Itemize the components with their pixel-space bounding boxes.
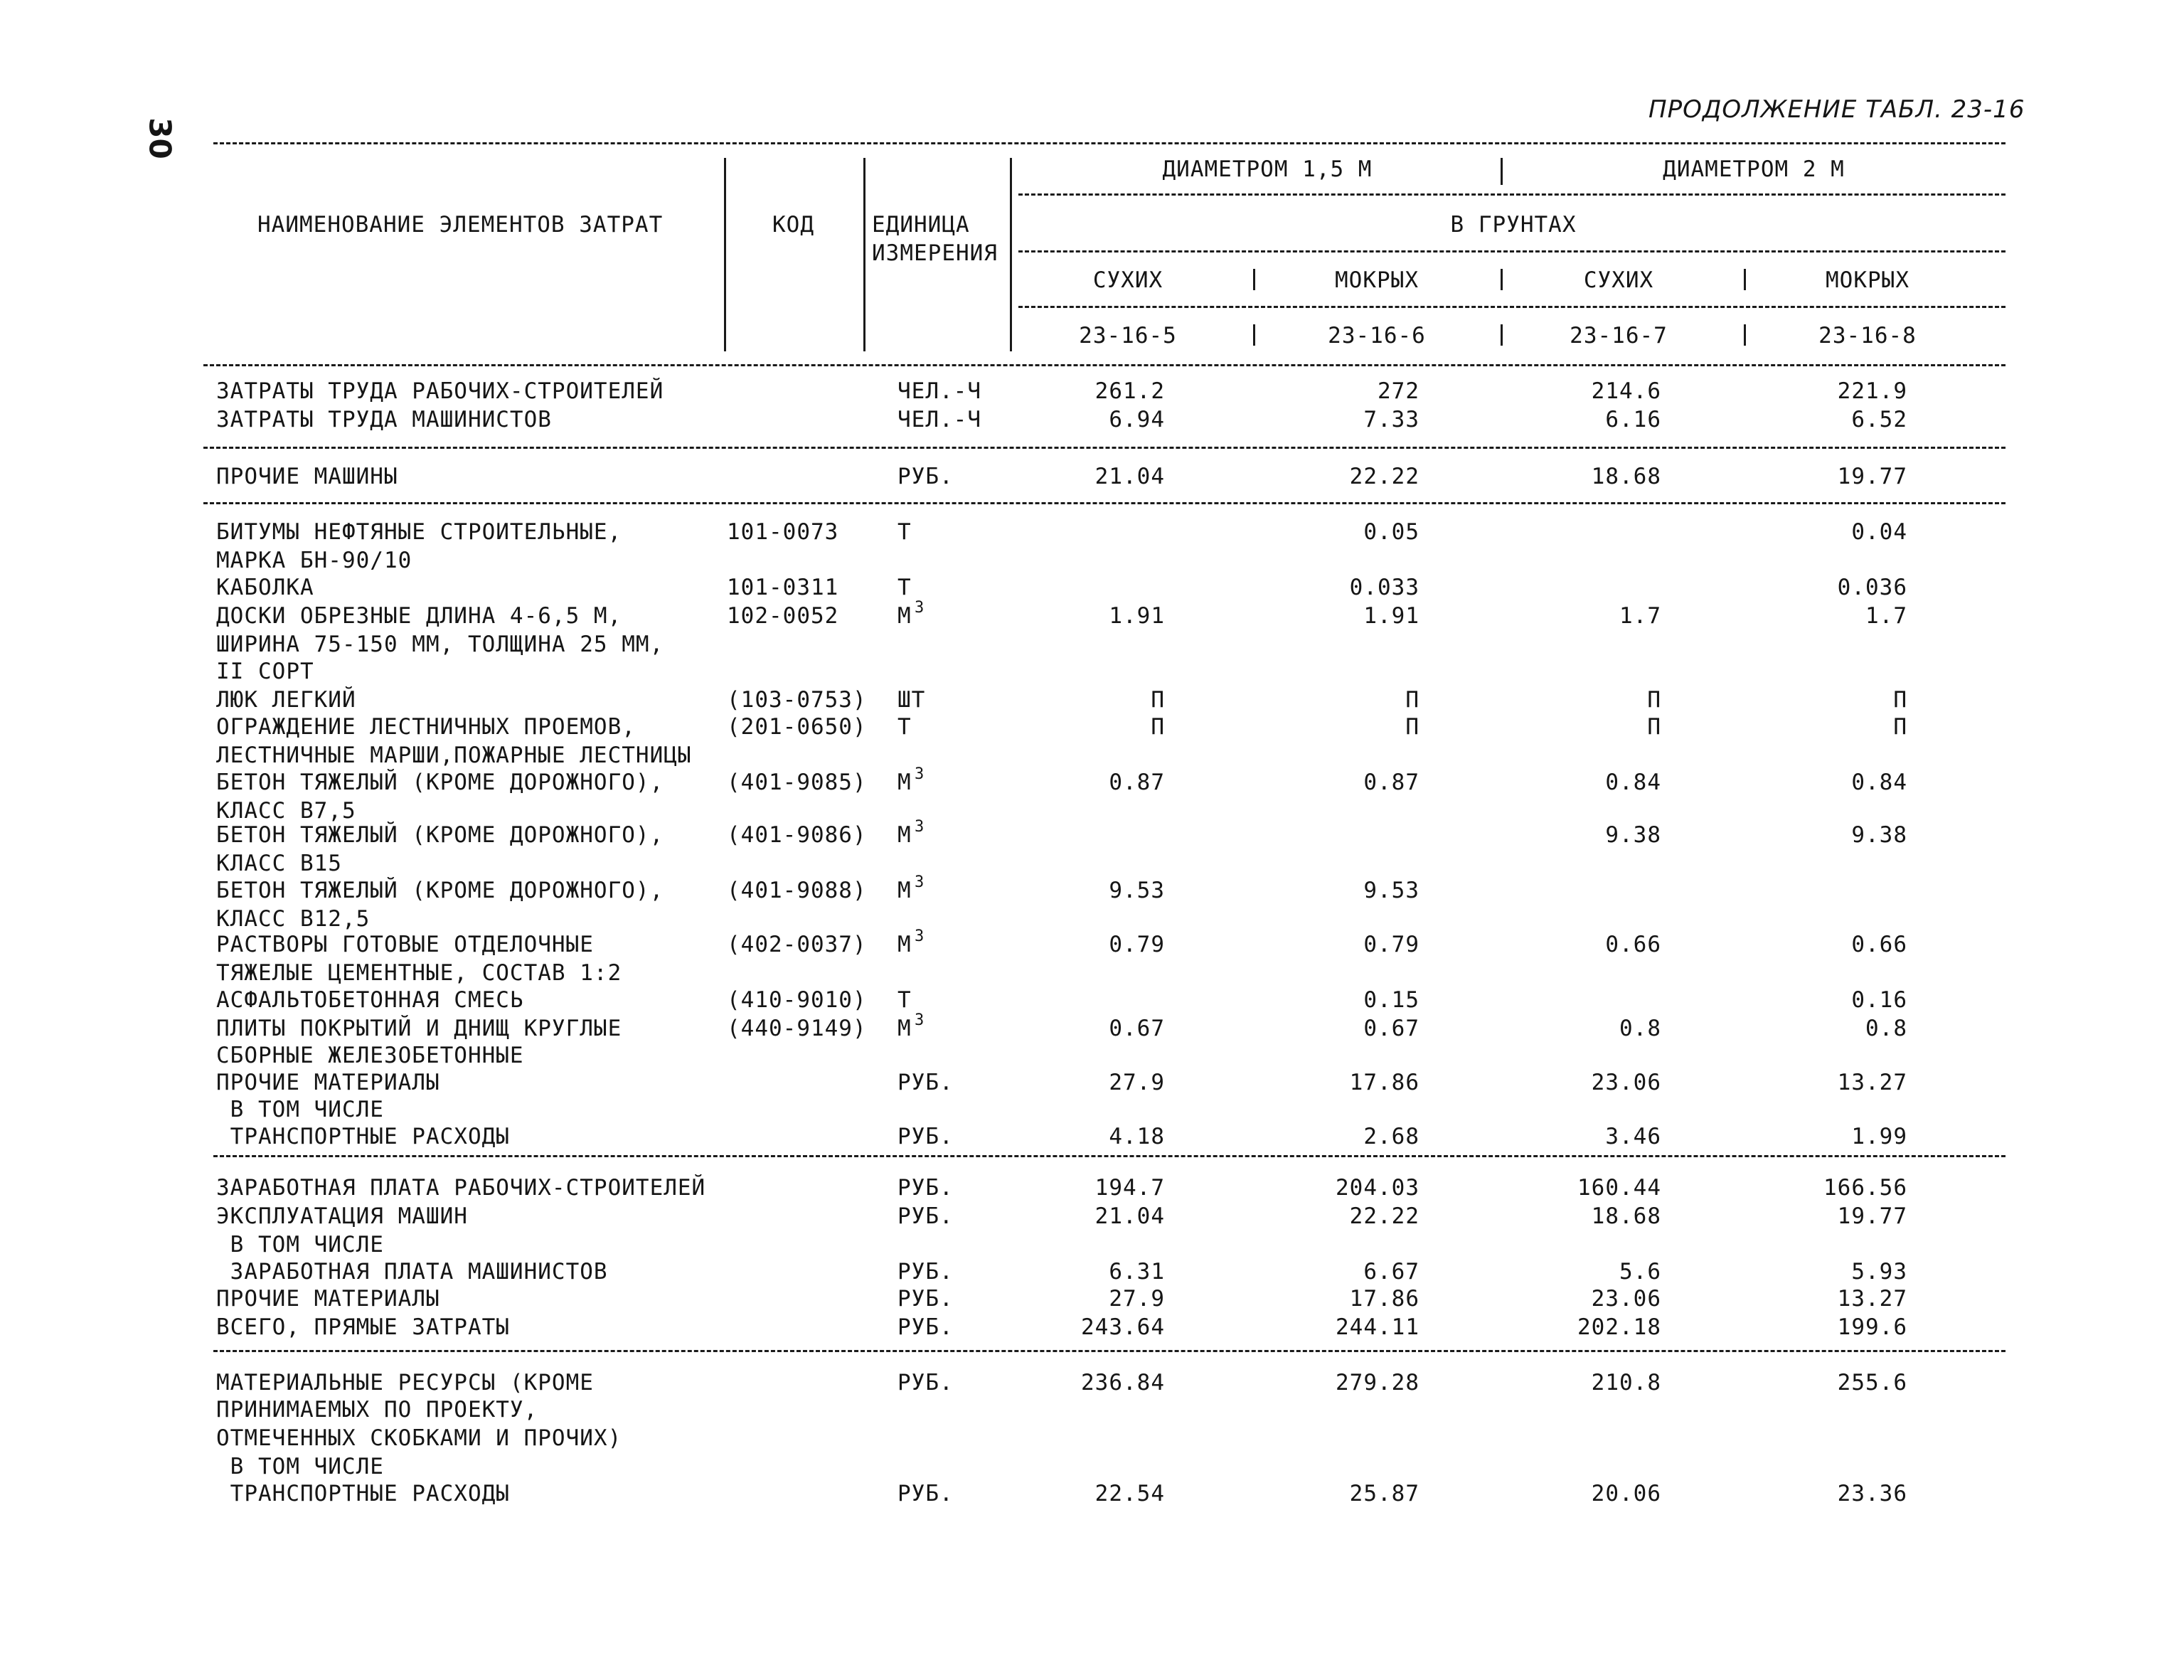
- row-value: 9.53: [1109, 878, 1165, 903]
- row-unit: Т: [897, 987, 912, 1013]
- row-value: 0.67: [1109, 1016, 1165, 1041]
- unit-superscript: 3: [915, 765, 925, 783]
- row-name: ОТМЕЧЕННЫХ СКОБКАМИ И ПРОЧИХ): [216, 1425, 622, 1451]
- row-value: 0.8: [1865, 1016, 1907, 1041]
- row-unit: РУБ.: [897, 1481, 954, 1506]
- header-code-23-16-8: 23-16-8: [1818, 323, 1917, 349]
- row-value: 18.68: [1591, 464, 1661, 489]
- header-code-23-16-7: 23-16-7: [1570, 323, 1668, 349]
- row-name: ШИРИНА 75-150 ММ, ТОЛЩИНА 25 ММ,: [216, 632, 664, 657]
- row-value: П: [1647, 714, 1661, 740]
- row-unit: РУБ.: [897, 1259, 954, 1285]
- row-value: П: [1893, 714, 1907, 740]
- header-code-col: КОД: [772, 212, 814, 238]
- row-code: (401-9086): [727, 822, 867, 848]
- row-value: 19.77: [1837, 464, 1907, 489]
- row-value: 23.06: [1591, 1070, 1661, 1095]
- row-value: 21.04: [1094, 1203, 1165, 1229]
- col-divider-code2: [1501, 324, 1503, 346]
- header-wet-2: МОКРЫХ: [1826, 267, 1909, 293]
- top-rule: [213, 142, 2005, 144]
- row-code: 102-0052: [727, 603, 839, 629]
- row-value: 0.05: [1363, 519, 1419, 545]
- row-name: ЗАТРАТЫ ТРУДА РАБОЧИХ-СТРОИТЕЛЕЙ: [216, 378, 664, 404]
- row-value: 0.033: [1349, 575, 1419, 600]
- row-name: КЛАСС В7,5: [216, 798, 356, 824]
- row-name: КАБОЛКА: [216, 575, 314, 600]
- row-unit: РУБ.: [897, 1286, 954, 1312]
- row-unit: М: [897, 603, 912, 629]
- row-value: 4.18: [1109, 1124, 1165, 1149]
- row-value: 5.6: [1619, 1259, 1661, 1285]
- row-value: 0.8: [1619, 1016, 1661, 1041]
- section-rule-4: [213, 1350, 2005, 1352]
- row-value: 0.79: [1363, 932, 1419, 957]
- row-unit: РУБ.: [897, 1124, 954, 1149]
- row-code: 101-0311: [727, 575, 839, 600]
- col-divider-diam: [1501, 158, 1503, 185]
- row-name: КЛАСС В12,5: [216, 906, 371, 932]
- row-value: 1.91: [1109, 603, 1165, 629]
- continuation-title: ПРОДОЛЖЕНИЕ ТАБЛ. 23-16: [1648, 95, 2025, 124]
- row-value: 22.22: [1349, 1203, 1419, 1229]
- header-code-23-16-5: 23-16-5: [1079, 323, 1177, 349]
- header-wet-1: МОКРЫХ: [1335, 267, 1419, 293]
- row-value: П: [1151, 714, 1165, 740]
- row-name: РАСТВОРЫ ГОТОВЫЕ ОТДЕЛОЧНЫЕ: [216, 932, 594, 957]
- header-code-23-16-6: 23-16-6: [1328, 323, 1426, 349]
- row-value: 166.56: [1823, 1175, 1907, 1201]
- row-value: 279.28: [1336, 1370, 1419, 1395]
- row-value: 202.18: [1577, 1314, 1661, 1340]
- row-name: МАТЕРИАЛЬНЫЕ РЕСУРСЫ (КРОМЕ: [216, 1370, 594, 1395]
- row-unit: М: [897, 822, 912, 848]
- row-value: 9.38: [1851, 822, 1907, 848]
- row-value: П: [1893, 687, 1907, 713]
- row-unit: РУБ.: [897, 464, 954, 489]
- row-value: 6.67: [1363, 1259, 1419, 1285]
- row-value: 0.16: [1851, 987, 1907, 1013]
- row-value: П: [1151, 687, 1165, 713]
- col-divider-name: [724, 158, 726, 351]
- row-value: П: [1405, 687, 1419, 713]
- row-value: 0.67: [1363, 1016, 1419, 1041]
- row-unit: ШТ: [897, 687, 926, 713]
- row-value: 22.22: [1349, 464, 1419, 489]
- row-value: 194.7: [1094, 1175, 1165, 1201]
- row-value: 18.68: [1591, 1203, 1661, 1229]
- row-value: 255.6: [1837, 1370, 1907, 1395]
- header-rule-3: [1018, 306, 2005, 308]
- row-value: 19.77: [1837, 1203, 1907, 1229]
- page-number: 30: [142, 117, 178, 159]
- col-divider-dry2: [1744, 269, 1746, 290]
- col-divider-code1: [1253, 324, 1255, 346]
- row-value: 0.84: [1605, 770, 1661, 795]
- row-code: (401-9088): [727, 878, 867, 903]
- row-unit: Т: [897, 575, 912, 600]
- row-unit: ЧЕЛ.-Ч: [897, 378, 981, 404]
- section-rule-3: [213, 1155, 2005, 1157]
- row-value: 5.93: [1851, 1259, 1907, 1285]
- header-unit-col-1: ЕДИНИЦА: [872, 212, 970, 238]
- row-name: ЛЮК ЛЕГКИЙ: [216, 687, 356, 713]
- row-name: КЛАСС В15: [216, 851, 342, 876]
- row-name: ЛЕСТНИЧНЫЕ МАРШИ,ПОЖАРНЫЕ ЛЕСТНИЦЫ: [216, 743, 692, 768]
- section-rule-2: [203, 502, 2005, 504]
- row-code: (401-9085): [727, 770, 867, 795]
- row-value: 27.9: [1109, 1070, 1165, 1095]
- header-bottom-rule: [203, 364, 2005, 366]
- row-code: (402-0037): [727, 932, 867, 957]
- row-value: 17.86: [1349, 1286, 1419, 1312]
- row-value: 6.52: [1851, 407, 1907, 432]
- row-name: БЕТОН ТЯЖЕЛЫЙ (КРОМЕ ДОРОЖНОГО),: [216, 878, 664, 903]
- row-name: ЗАРАБОТНАЯ ПЛАТА РАБОЧИХ-СТРОИТЕЛЕЙ: [216, 1175, 706, 1201]
- header-unit-col-2: ИЗМЕРЕНИЯ: [872, 240, 998, 266]
- unit-superscript: 3: [915, 599, 925, 617]
- row-name: БИТУМЫ НЕФТЯНЫЕ СТРОИТЕЛЬНЫЕ,: [216, 519, 622, 545]
- row-unit: РУБ.: [897, 1314, 954, 1340]
- row-code: (410-9010): [727, 987, 867, 1013]
- row-value: П: [1405, 714, 1419, 740]
- row-value: 0.66: [1605, 932, 1661, 957]
- unit-superscript: 3: [915, 873, 925, 891]
- col-divider-wet1: [1501, 269, 1503, 290]
- row-unit: РУБ.: [897, 1203, 954, 1229]
- row-value: 7.33: [1363, 407, 1419, 432]
- row-value: 17.86: [1349, 1070, 1419, 1095]
- row-value: 1.91: [1363, 603, 1419, 629]
- unit-superscript: 3: [915, 818, 925, 836]
- row-name: БЕТОН ТЯЖЕЛЫЙ (КРОМЕ ДОРОЖНОГО),: [216, 770, 664, 795]
- row-unit: РУБ.: [897, 1175, 954, 1201]
- row-value: 21.04: [1094, 464, 1165, 489]
- row-code: 101-0073: [727, 519, 839, 545]
- header-rule-1: [1018, 193, 2005, 196]
- row-value: 9.53: [1363, 878, 1419, 903]
- row-unit: РУБ.: [897, 1370, 954, 1395]
- header-dry-2: СУХИХ: [1583, 267, 1654, 293]
- col-divider-unit: [1010, 158, 1012, 351]
- row-value: 1.99: [1851, 1124, 1907, 1149]
- row-value: 9.38: [1605, 822, 1661, 848]
- row-value: 25.87: [1349, 1481, 1419, 1506]
- row-value: 3.46: [1605, 1124, 1661, 1149]
- row-value: 199.6: [1837, 1314, 1907, 1340]
- row-name: АСФАЛЬТОБЕТОННАЯ СМЕСЬ: [216, 987, 524, 1013]
- row-name: ВСЕГО, ПРЯМЫЕ ЗАТРАТЫ: [216, 1314, 510, 1340]
- row-name: ПРОЧИЕ МАТЕРИАЛЫ: [216, 1286, 440, 1312]
- unit-superscript: 3: [915, 927, 925, 945]
- row-value: 244.11: [1336, 1314, 1419, 1340]
- row-name: ПРОЧИЕ МАШИНЫ: [216, 464, 398, 489]
- row-unit: М: [897, 770, 912, 795]
- row-name: ТРАНСПОРТНЫЕ РАСХОДЫ: [216, 1124, 510, 1149]
- row-value: 13.27: [1837, 1070, 1907, 1095]
- row-value: 261.2: [1094, 378, 1165, 404]
- row-value: 6.16: [1605, 407, 1661, 432]
- col-divider-code: [863, 158, 865, 351]
- row-value: 6.31: [1109, 1259, 1165, 1285]
- col-divider-dry1: [1253, 269, 1255, 290]
- row-value: 204.03: [1336, 1175, 1419, 1201]
- row-name: МАРКА БН-90/10: [216, 548, 412, 573]
- row-name: В ТОМ ЧИСЛЕ: [216, 1454, 384, 1479]
- row-value: 27.9: [1109, 1286, 1165, 1312]
- row-name: ЗАТРАТЫ ТРУДА МАШИНИСТОВ: [216, 407, 552, 432]
- row-value: 160.44: [1577, 1175, 1661, 1201]
- row-value: 0.87: [1109, 770, 1165, 795]
- row-value: 214.6: [1591, 378, 1661, 404]
- row-value: 221.9: [1837, 378, 1907, 404]
- row-unit: Т: [897, 519, 912, 545]
- row-value: 23.36: [1837, 1481, 1907, 1506]
- row-unit: М: [897, 1016, 912, 1041]
- row-value: 1.7: [1865, 603, 1907, 629]
- header-soils: В ГРУНТАХ: [1450, 212, 1577, 238]
- col-divider-code3: [1744, 324, 1746, 346]
- row-value: 1.7: [1619, 603, 1661, 629]
- section-rule-1: [203, 447, 2005, 449]
- header-dry-1: СУХИХ: [1092, 267, 1163, 293]
- row-value: 236.84: [1081, 1370, 1165, 1395]
- row-value: 2.68: [1363, 1124, 1419, 1149]
- row-value: 0.84: [1851, 770, 1907, 795]
- row-value: 243.64: [1081, 1314, 1165, 1340]
- row-name: В ТОМ ЧИСЛЕ: [216, 1097, 384, 1122]
- row-name: ЗАРАБОТНАЯ ПЛАТА МАШИНИСТОВ: [216, 1259, 608, 1285]
- row-name: В ТОМ ЧИСЛЕ: [216, 1232, 384, 1258]
- row-unit: РУБ.: [897, 1070, 954, 1095]
- header-diameter-1-5: ДИАМЕТРОМ 1,5 М: [1162, 156, 1373, 182]
- row-name: ПРОЧИЕ МАТЕРИАЛЫ: [216, 1070, 440, 1095]
- row-value: 20.06: [1591, 1481, 1661, 1506]
- row-name: ПРИНИМАЕМЫХ ПО ПРОЕКТУ,: [216, 1397, 538, 1423]
- row-unit: М: [897, 932, 912, 957]
- header-rule-2: [1018, 250, 2005, 252]
- row-value: 22.54: [1094, 1481, 1165, 1506]
- row-name: ДОСКИ ОБРЕЗНЫЕ ДЛИНА 4-6,5 М,: [216, 603, 622, 629]
- row-name: ПЛИТЫ ПОКРЫТИЙ И ДНИЩ КРУГЛЫЕ: [216, 1016, 622, 1041]
- row-value: П: [1647, 687, 1661, 713]
- row-value: 23.06: [1591, 1286, 1661, 1312]
- row-name: БЕТОН ТЯЖЕЛЫЙ (КРОМЕ ДОРОЖНОГО),: [216, 822, 664, 848]
- row-value: 0.04: [1851, 519, 1907, 545]
- row-value: 0.15: [1363, 987, 1419, 1013]
- row-value: 210.8: [1591, 1370, 1661, 1395]
- row-value: 272: [1378, 378, 1419, 404]
- row-name: II СОРТ: [216, 659, 314, 684]
- header-diameter-2: ДИАМЕТРОМ 2 М: [1663, 156, 1845, 182]
- row-code: (440-9149): [727, 1016, 867, 1041]
- row-unit: М: [897, 878, 912, 903]
- row-code: (103-0753): [727, 687, 867, 713]
- row-value: 0.87: [1363, 770, 1419, 795]
- row-code: (201-0650): [727, 714, 867, 740]
- row-value: 6.94: [1109, 407, 1165, 432]
- row-value: 0.036: [1837, 575, 1907, 600]
- row-unit: ЧЕЛ.-Ч: [897, 407, 981, 432]
- row-value: 0.79: [1109, 932, 1165, 957]
- row-name: ТЯЖЕЛЫЕ ЦЕМЕНТНЫЕ, СОСТАВ 1:2: [216, 960, 622, 986]
- header-name-col: НАИМЕНОВАНИЕ ЭЛЕМЕНТОВ ЗАТРАТ: [257, 212, 664, 238]
- row-name: ОГРАЖДЕНИЕ ЛЕСТНИЧНЫХ ПРОЕМОВ,: [216, 714, 636, 740]
- row-name: СБОРНЫЕ ЖЕЛЕЗОБЕТОННЫЕ: [216, 1043, 524, 1068]
- row-unit: Т: [897, 714, 912, 740]
- unit-superscript: 3: [915, 1011, 925, 1029]
- row-name: ЭКСПЛУАТАЦИЯ МАШИН: [216, 1203, 468, 1229]
- row-value: 13.27: [1837, 1286, 1907, 1312]
- row-name: ТРАНСПОРТНЫЕ РАСХОДЫ: [216, 1481, 510, 1506]
- row-value: 0.66: [1851, 932, 1907, 957]
